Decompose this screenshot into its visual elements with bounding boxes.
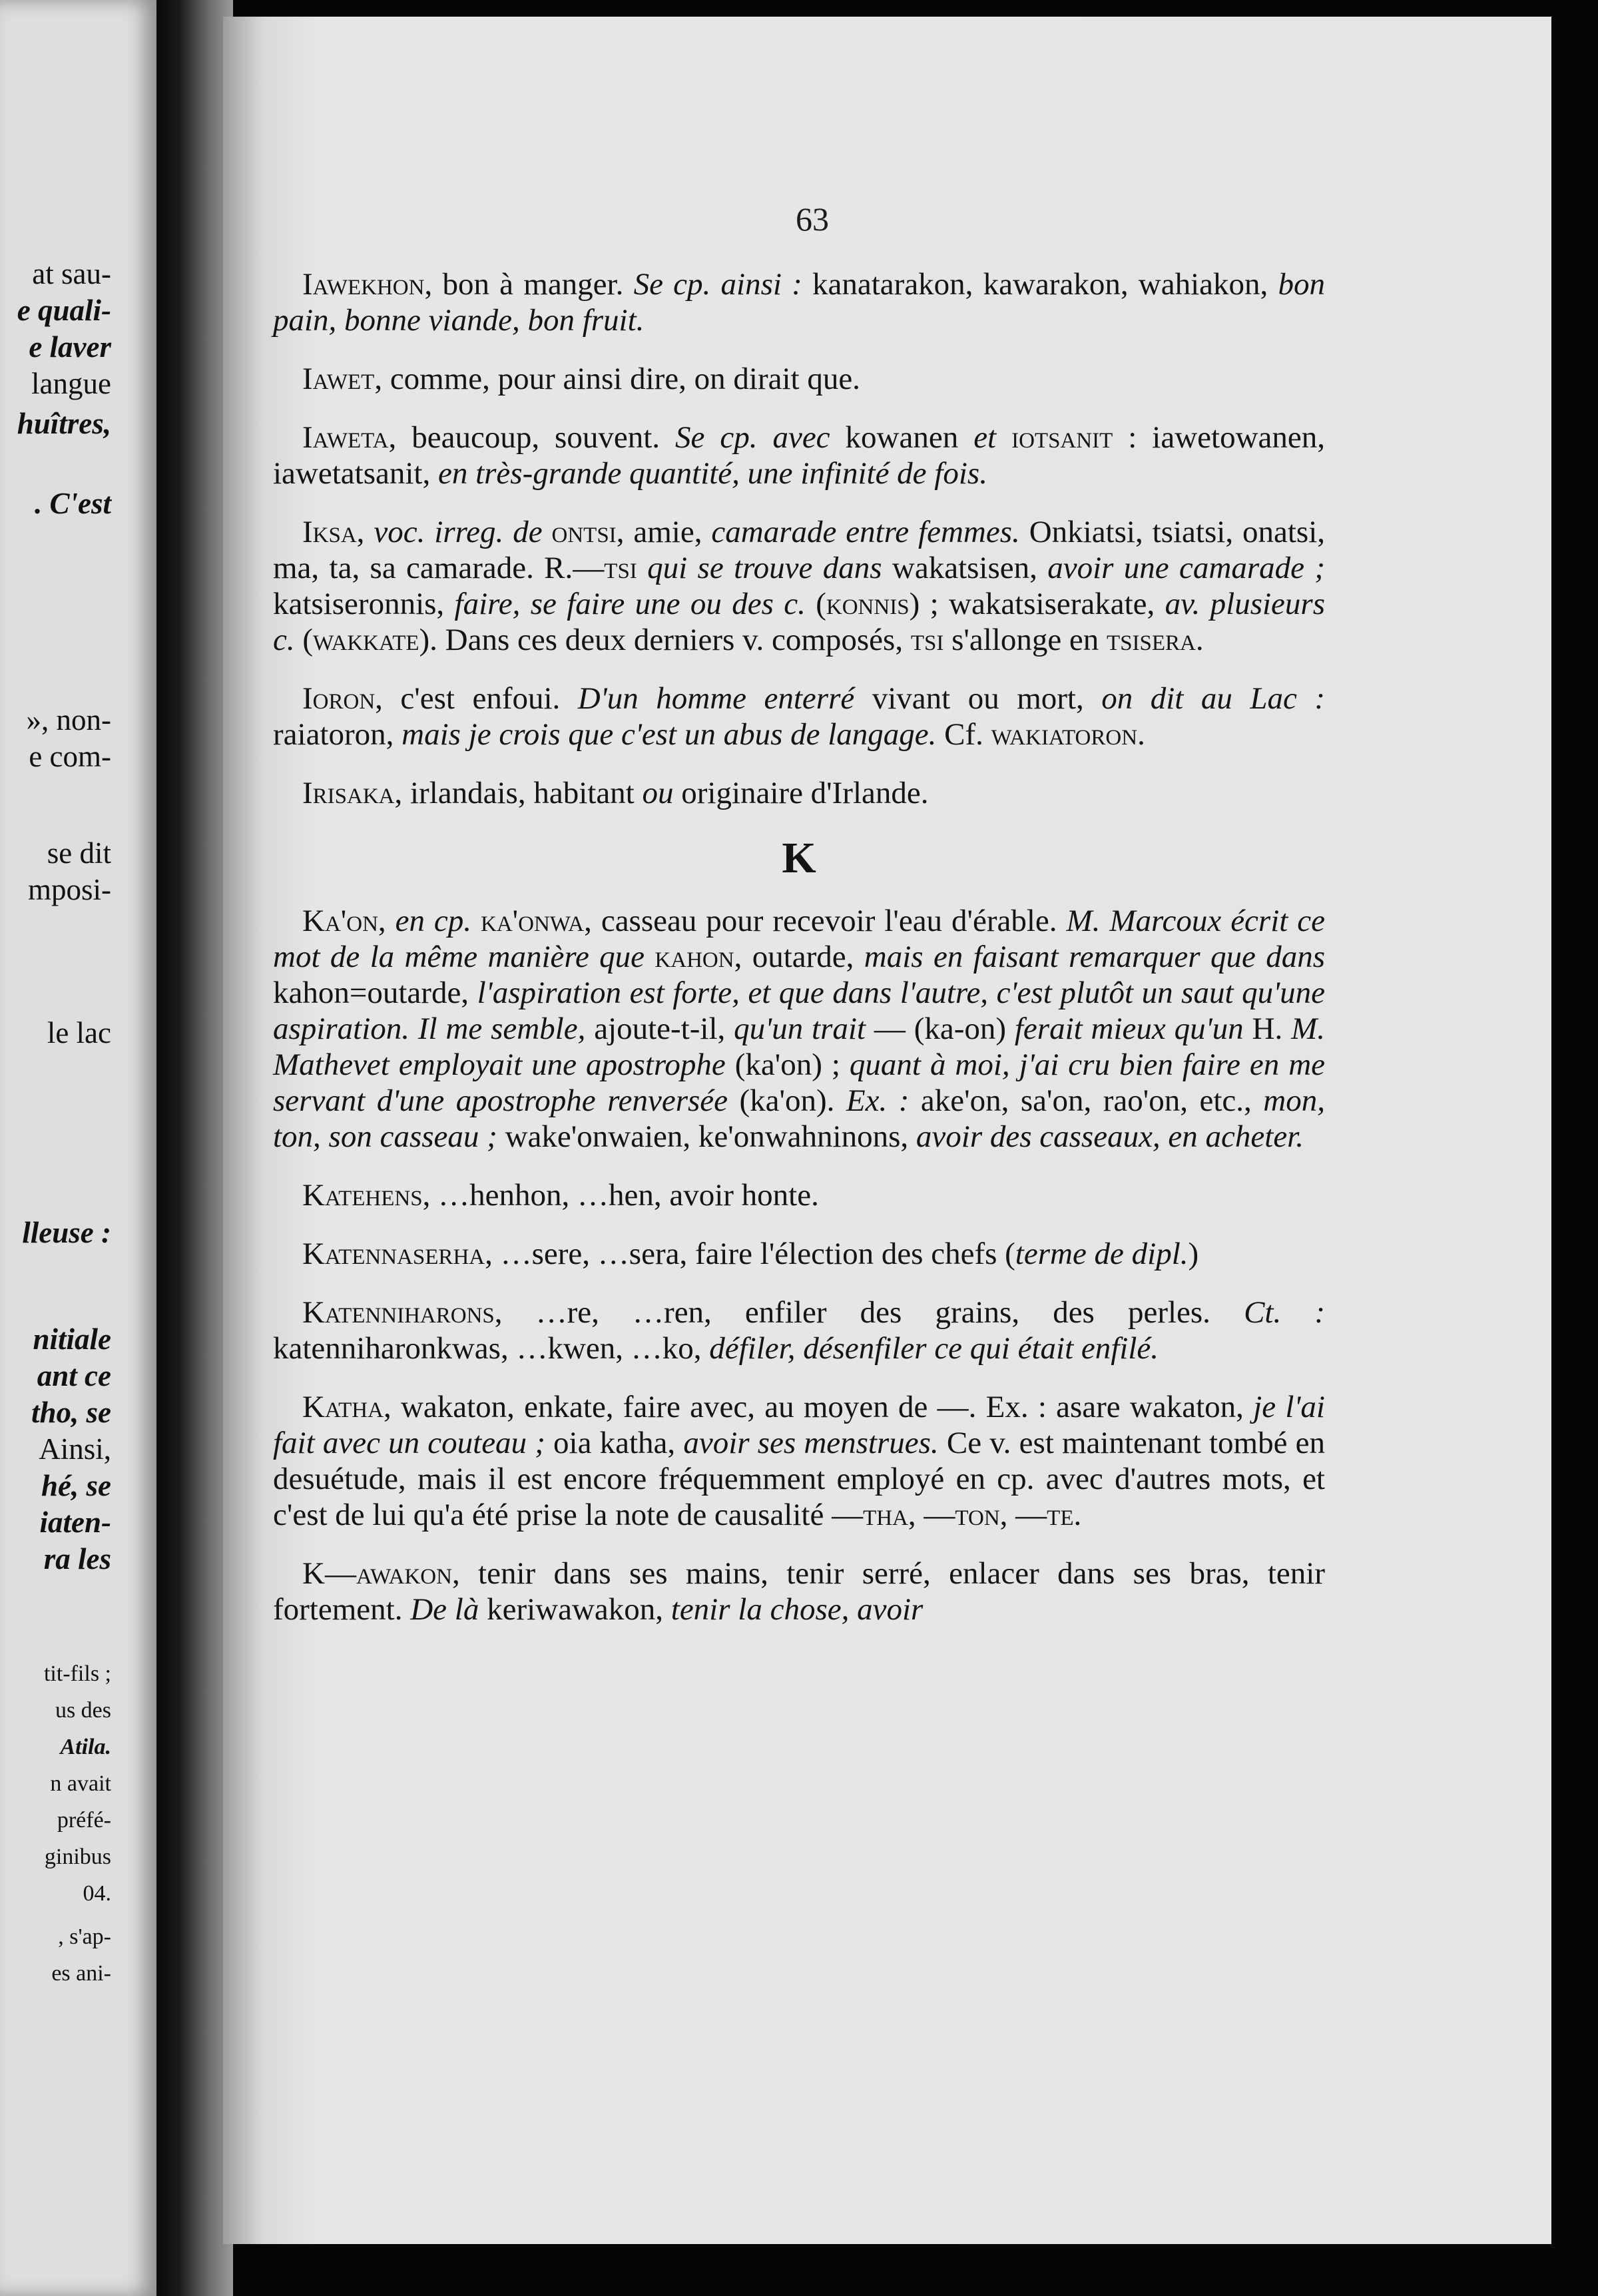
- entry-text: wakkate: [313, 623, 419, 657]
- entry-text: avoir des casseaux, en acheter.: [916, 1119, 1304, 1154]
- entry-text: je l'ai fait avec un couteau ;: [273, 1390, 1325, 1460]
- headword: Katenniharons: [302, 1295, 495, 1330]
- entry-text: .: [1073, 1498, 1082, 1532]
- left-page-fragment: iaten-: [39, 1506, 111, 1539]
- entry-text: voc. irreg. de: [374, 515, 543, 549]
- entry-text: (ka'on) ;: [725, 1047, 850, 1082]
- entry-text: avoir une camarade ;: [1047, 551, 1325, 585]
- left-page-fragment: Ainsi,: [39, 1432, 111, 1466]
- entry-text: kanatarakon, kawarakon, wahiakon,: [802, 267, 1278, 302]
- entry-text: , bon à manger.: [424, 267, 634, 302]
- entry-text: vivant ou mort,: [854, 681, 1102, 716]
- headword: Iawet: [302, 362, 375, 396]
- entry-text: — (ka-on): [866, 1011, 1015, 1046]
- entry-text: , tenir dans ses mains, tenir serré, enlacer dans ses bras, tenir fortement.: [273, 1556, 1325, 1627]
- entry-text: .: [1195, 623, 1204, 657]
- entry-text: konnis: [826, 587, 910, 621]
- entry-text: wakiatoron: [991, 717, 1138, 752]
- entry-text: , …henhon, …hen, avoir honte.: [422, 1178, 819, 1213]
- left-page-fragment: tit-fils ;: [43, 1661, 111, 1686]
- dictionary-text: [273, 266, 1325, 1650]
- left-page-fragment: , s'ap-: [58, 1924, 111, 1949]
- entry-text: ontsi: [542, 515, 617, 549]
- left-facing-page: [0, 0, 156, 2296]
- entries-k: [273, 903, 1325, 1627]
- left-page-fragment: e laver: [29, 330, 111, 364]
- entry-text: katenniharonkwas, …kwen, …ko,: [273, 1331, 710, 1366]
- entry-text: [637, 551, 647, 585]
- entry-text: et: [973, 420, 997, 455]
- entry-text: tha: [863, 1498, 908, 1532]
- entry-text: en cp.: [395, 904, 472, 938]
- entry-text: iotsanit: [996, 420, 1113, 455]
- left-page-fragment: at sau-: [32, 257, 111, 290]
- entry-text: Cf.: [936, 717, 991, 752]
- left-page-fragment: 04.: [83, 1881, 111, 1906]
- entry-text: quant à moi, j'ai cru bien faire en me servant d'une apostrophe renversée: [273, 1047, 1325, 1118]
- entry-text: , —: [908, 1498, 955, 1532]
- entry-text: , …re, …ren, enfiler des grains, des perles.: [494, 1295, 1244, 1330]
- left-page-fragment: Atila.: [60, 1735, 111, 1759]
- entry-text: Ex. :: [846, 1083, 910, 1118]
- entry-text: ,: [356, 515, 374, 549]
- section-letter-heading: K: [782, 834, 816, 882]
- entry-text: mais je crois que c'est un abus de langage.: [401, 717, 937, 752]
- entry-text: , outarde,: [734, 940, 864, 974]
- entry-text: , wakaton, enkate, faire avec, au moyen de —. Ex. : asare wakaton,: [383, 1390, 1254, 1424]
- left-page-fragment: », non-: [26, 703, 111, 736]
- entry-kaon: [273, 903, 1325, 1155]
- entry-text: camarade entre femmes.: [711, 515, 1020, 549]
- entry-text: qu'un trait: [734, 1011, 866, 1046]
- entry-text: qui se trouve dans: [647, 551, 882, 585]
- entry-text: , irlandais, habitant: [394, 776, 643, 810]
- entry-text: D'un homme enterré: [577, 681, 855, 716]
- entry-text: tsi: [910, 623, 944, 657]
- entry-text: ). Dans ces deux derniers v. composés,: [419, 623, 911, 657]
- entry-katennaserha: [273, 1236, 1325, 1272]
- left-page-fragment: us des: [55, 1698, 111, 1723]
- entry-text: tsi: [604, 551, 637, 585]
- entry-text: Se cp. ainsi :: [633, 267, 802, 302]
- headword: Katehens: [302, 1178, 423, 1213]
- entry-text: , comme, pour ainsi dire, on dirait que.: [374, 362, 860, 396]
- headword: Ka'on: [302, 904, 378, 938]
- left-page-fragment: le lac: [47, 1016, 111, 1049]
- entry-text: .: [1137, 717, 1145, 752]
- headword: K—awakon: [302, 1556, 452, 1591]
- entry-text: (: [805, 587, 826, 621]
- entry-text: kowanen: [830, 420, 974, 455]
- entry-text: avoir ses menstrues.: [683, 1426, 939, 1460]
- entry-text: originaire d'Irlande.: [673, 776, 929, 810]
- headword: Iksa: [302, 515, 357, 549]
- entry-text: Se cp. avec: [675, 420, 830, 455]
- left-page-fragment: tho, se: [31, 1396, 111, 1429]
- entries-i: [273, 266, 1325, 811]
- entry-text: ton: [955, 1498, 1000, 1532]
- left-page-fragment: ant ce: [37, 1359, 111, 1392]
- entry-text: on dit au Lac :: [1101, 681, 1326, 716]
- entry-text: l'aspiration est forte, et que dans l'autre, c'est plutôt un saut qu'une aspiration. Il me semble,: [273, 976, 1325, 1046]
- headword: Iaweta: [302, 420, 389, 455]
- entry-text: katsiseronnis,: [273, 587, 455, 621]
- entry-text: , casseau pour recevoir l'eau d'érable.: [584, 904, 1067, 938]
- headword: Katennaserha: [302, 1237, 485, 1271]
- entry-text: Onkiatsi, tsiatsi, onatsi, ma, ta, sa camarade. R.—: [273, 515, 1326, 585]
- entry-text: (: [294, 623, 314, 657]
- entry-text: (ka'on).: [728, 1083, 846, 1118]
- entry-text: , …sere, …sera, faire l'élection des chefs (: [485, 1237, 1015, 1271]
- left-page-fragment: nitiale: [33, 1322, 111, 1356]
- entry-text: raiatoron,: [273, 717, 402, 752]
- entry-text: H.: [1243, 1011, 1292, 1046]
- entry-text: terme de dipl.: [1015, 1237, 1189, 1271]
- left-page-fragment: e quali-: [17, 294, 111, 327]
- left-page-fragment: préfé-: [57, 1808, 111, 1833]
- entry-irisaka: [273, 775, 1325, 811]
- entry-text: keriwawakon,: [479, 1592, 671, 1627]
- entry-text: te: [1047, 1498, 1074, 1532]
- entry-iawet: [273, 361, 1325, 397]
- left-page-fragment: huîtres,: [17, 407, 111, 440]
- entry-ioron: [273, 681, 1325, 752]
- entry-text: ou: [642, 776, 674, 810]
- left-page-fragment: n avait: [50, 1771, 111, 1796]
- entry-text: ): [1188, 1237, 1199, 1271]
- entry-text: : iawetowanen, iawetatsanit,: [273, 420, 1325, 491]
- entry-text: Ct. :: [1244, 1295, 1325, 1330]
- headword: Irisaka: [302, 776, 395, 810]
- headword: Katha: [302, 1390, 384, 1424]
- entry-text: bon pain, bonne viande, bon fruit.: [273, 267, 1325, 338]
- entry-text: défiler, désenfiler ce qui était enfilé.: [709, 1331, 1159, 1366]
- left-page-fragment: ginibus: [44, 1845, 111, 1869]
- entry-katehens: [273, 1177, 1325, 1213]
- entry-text: av. plusieurs c.: [273, 587, 1325, 657]
- left-page-fragment: es ani-: [51, 1961, 111, 1986]
- entry-text: , c'est enfoui.: [375, 681, 578, 716]
- left-page-fragment: langue: [31, 367, 111, 400]
- left-page-fragment: e com-: [29, 740, 111, 773]
- entry-text: faire, se faire une ou des c.: [454, 587, 806, 621]
- entry-text: tsisera: [1107, 623, 1196, 657]
- entry-text: ka'onwa: [471, 904, 585, 938]
- entry-text: s'allonge en: [943, 623, 1107, 657]
- entry-iawekhon: [273, 266, 1325, 338]
- entry-iksa: [273, 514, 1325, 658]
- left-page-fragment: hé, se: [41, 1469, 111, 1502]
- entry-text: , beaucoup, souvent.: [388, 420, 676, 455]
- entry-text: en très-grande quantité, une infinité de fois.: [437, 456, 987, 491]
- left-page-fragment: ra les: [43, 1542, 111, 1576]
- left-page-fragment: . C'est: [34, 487, 111, 520]
- left-page-fragment: se dit: [47, 836, 111, 870]
- entry-text: mon, ton, son casseau ;: [273, 1083, 1325, 1154]
- entry-text: ake'on, sa'on, rao'on, etc.,: [909, 1083, 1264, 1118]
- entry-text: oia katha,: [545, 1426, 684, 1460]
- entry-text: ,: [378, 904, 396, 938]
- entry-text: mais en faisant remarquer que dans: [864, 940, 1325, 974]
- entry-text: kahon=outarde,: [273, 976, 477, 1010]
- entry-katenniharons: [273, 1294, 1325, 1366]
- entry-kawakon: [273, 1556, 1325, 1627]
- entry-katha: [273, 1389, 1325, 1533]
- entry-text: De là: [410, 1592, 479, 1627]
- entry-text: kahon: [645, 940, 734, 974]
- entry-text: ajoute-t-il,: [585, 1011, 734, 1046]
- entry-text: , —: [999, 1498, 1047, 1532]
- headword: Iawekhon: [302, 267, 425, 302]
- entry-text: ) ; wakatsiserakate,: [909, 587, 1165, 621]
- entry-text: tenir la chose, avoir: [670, 1592, 924, 1627]
- headword: Ioron: [302, 681, 376, 716]
- entry-text: wake'onwaien, ke'onwahninons,: [497, 1119, 916, 1154]
- entry-text: Ce v. est maintenant tombé en desuétude, mais il est encore fréquemment employé en cp. avec d'autres mots, et c'est de lui qu'a été prise la note de causalité —: [273, 1426, 1325, 1532]
- entry-text: , amie,: [616, 515, 712, 549]
- entry-text: M. Marcoux écrit ce mot de la même manière que: [273, 904, 1325, 974]
- entry-text: ferait mieux qu'un: [1014, 1011, 1244, 1046]
- entry-iaweta: [273, 420, 1325, 491]
- book-gutter: [156, 0, 233, 2296]
- entry-text: M. Mathevet employait une apostrophe: [273, 1011, 1325, 1082]
- page-number: 63: [796, 200, 829, 238]
- left-page-fragment: lleuse :: [22, 1216, 111, 1249]
- left-page-fragment: mposi-: [27, 873, 111, 906]
- entry-text: wakatsisen,: [882, 551, 1048, 585]
